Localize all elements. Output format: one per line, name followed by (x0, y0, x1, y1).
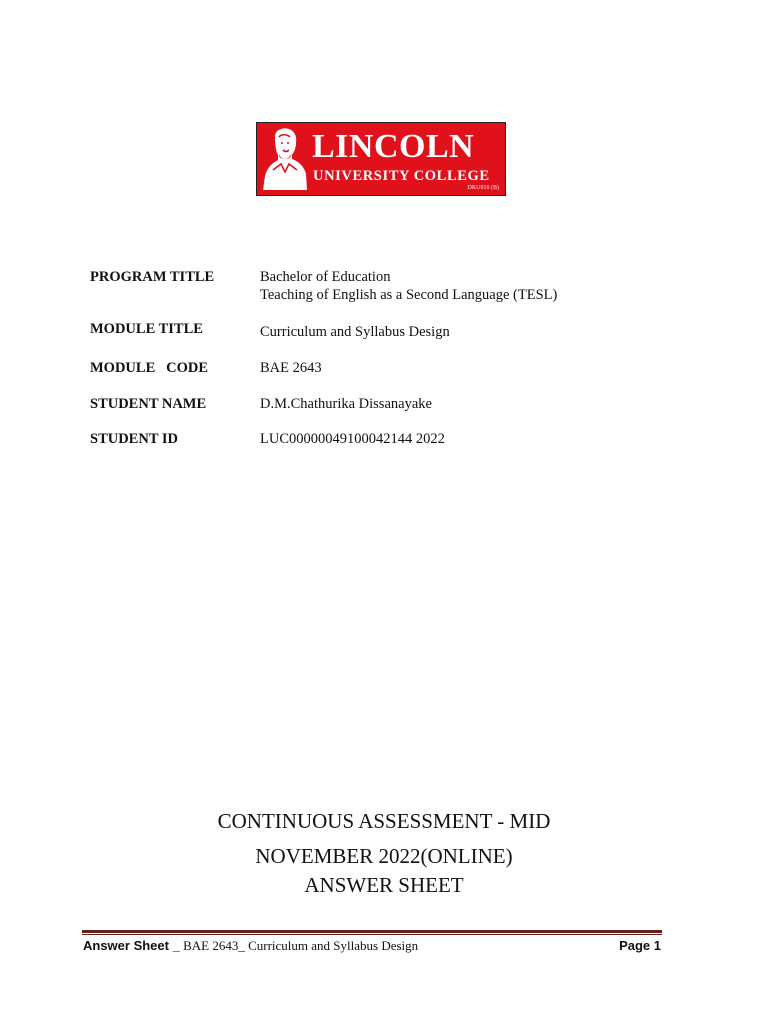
logo-subtitle: UNIVERSITY COLLEGE (313, 168, 490, 184)
student-id-value: LUC00000049100042144 2022 (260, 431, 445, 447)
module-title-value: Curriculum and Syllabus Design (260, 324, 450, 340)
student-name-row (90, 395, 650, 413)
student-id-row (90, 430, 650, 448)
assessment-heading-line-3: ANSWER SHEET (304, 873, 464, 897)
student-name-value: D.M.Chathurika Dissanayake (260, 396, 432, 412)
lincoln-portrait-icon (261, 126, 309, 192)
program-title-label: PROGRAM TITLE (90, 269, 215, 285)
footer-divider (82, 930, 662, 935)
logo-name: LINCOLN (312, 128, 475, 165)
assessment-heading-line-2: NOVEMBER 2022(ONLINE) (255, 844, 513, 868)
page-number: Page 1 (619, 938, 661, 953)
module-title-row (90, 320, 650, 341)
program-title-value-2: Teaching of English as a Second Language (TESL) (260, 287, 558, 303)
module-code-row (90, 359, 650, 377)
footer-prefix: Answer Sheet _ (83, 938, 180, 953)
college-logo (256, 122, 506, 196)
module-code-label: MODULE CODE (90, 360, 209, 376)
module-code-value: BAE 2643 (260, 360, 322, 376)
student-name-label: STUDENT NAME (90, 396, 207, 412)
program-title-row (90, 268, 650, 304)
student-details (90, 268, 650, 448)
assessment-heading-line-1: CONTINUOUS ASSESSMENT - MID (217, 809, 551, 833)
program-title-value: Bachelor of Education (260, 269, 391, 285)
footer-title: BAE 2643_ Curriculum and Syllabus Design (179, 938, 419, 953)
student-id-label: STUDENT ID (90, 431, 178, 447)
module-title-label: MODULE TITLE (90, 321, 203, 337)
logo-registration: DKU016 (B) (467, 185, 499, 191)
page-footer (83, 937, 661, 955)
